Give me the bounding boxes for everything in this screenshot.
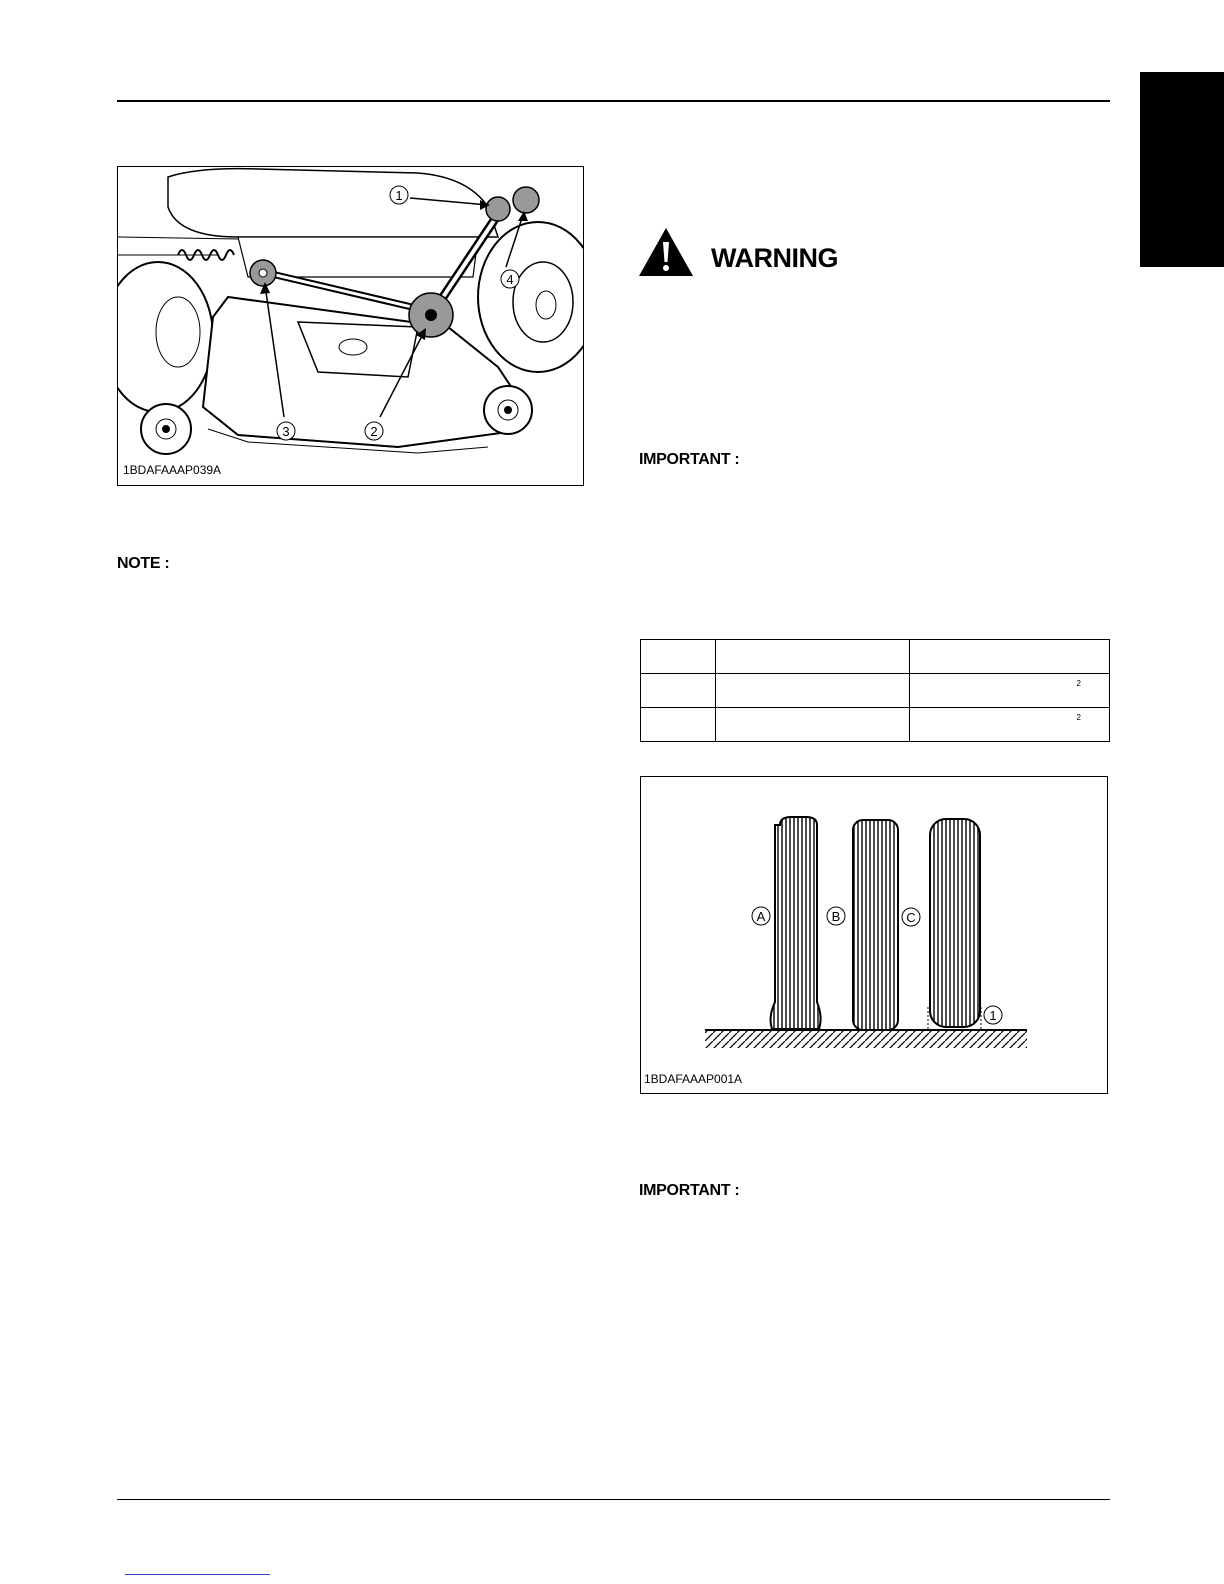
- superscript: 2: [1076, 713, 1081, 722]
- callout-2: [365, 422, 383, 440]
- svg-text:3: 3: [282, 424, 290, 439]
- footer-rule: [117, 1499, 1110, 1500]
- callout-3: [277, 422, 295, 440]
- figure-tire-pressure: [640, 776, 1108, 1094]
- warning-triangle-icon: [637, 226, 695, 278]
- label-a: [752, 907, 770, 925]
- callout-1: [390, 186, 408, 204]
- table-row: [641, 640, 1110, 674]
- svg-text:1: 1: [989, 1008, 997, 1023]
- table-row: [641, 708, 1110, 742]
- figure-mower-linkage: [117, 166, 584, 486]
- header-rule: [117, 100, 1110, 102]
- tire-pressure-illustration: [641, 777, 1107, 1093]
- svg-text:A: A: [756, 909, 766, 924]
- callout-4: [501, 270, 519, 288]
- note-heading: NOTE :: [117, 555, 170, 572]
- section-tab: [1140, 72, 1224, 267]
- warning-label: WARNING: [711, 243, 838, 273]
- superscript: 2: [1076, 679, 1081, 688]
- svg-text:4: 4: [506, 272, 514, 287]
- footer-link-underline[interactable]: [125, 1574, 270, 1575]
- tire-a: [771, 817, 821, 1029]
- svg-text:2: 2: [370, 424, 378, 439]
- label-b: [827, 907, 845, 925]
- spec-table: [640, 639, 1110, 742]
- important-heading-1: IMPORTANT :: [639, 451, 740, 468]
- callout-1: [984, 1006, 1002, 1024]
- svg-text:C: C: [906, 910, 916, 925]
- label-c: [902, 908, 920, 926]
- mower-linkage-illustration: [118, 167, 583, 485]
- table-row: [641, 674, 1110, 708]
- important-heading-2: IMPORTANT :: [639, 1182, 740, 1199]
- figure-code: 1BDAFAAAP001A: [644, 1072, 743, 1086]
- figure-code: 1BDAFAAAP039A: [123, 463, 222, 477]
- tire-c: [930, 819, 980, 1027]
- svg-text:1: 1: [395, 188, 403, 203]
- svg-text:B: B: [831, 909, 841, 924]
- tire-b: [853, 820, 898, 1030]
